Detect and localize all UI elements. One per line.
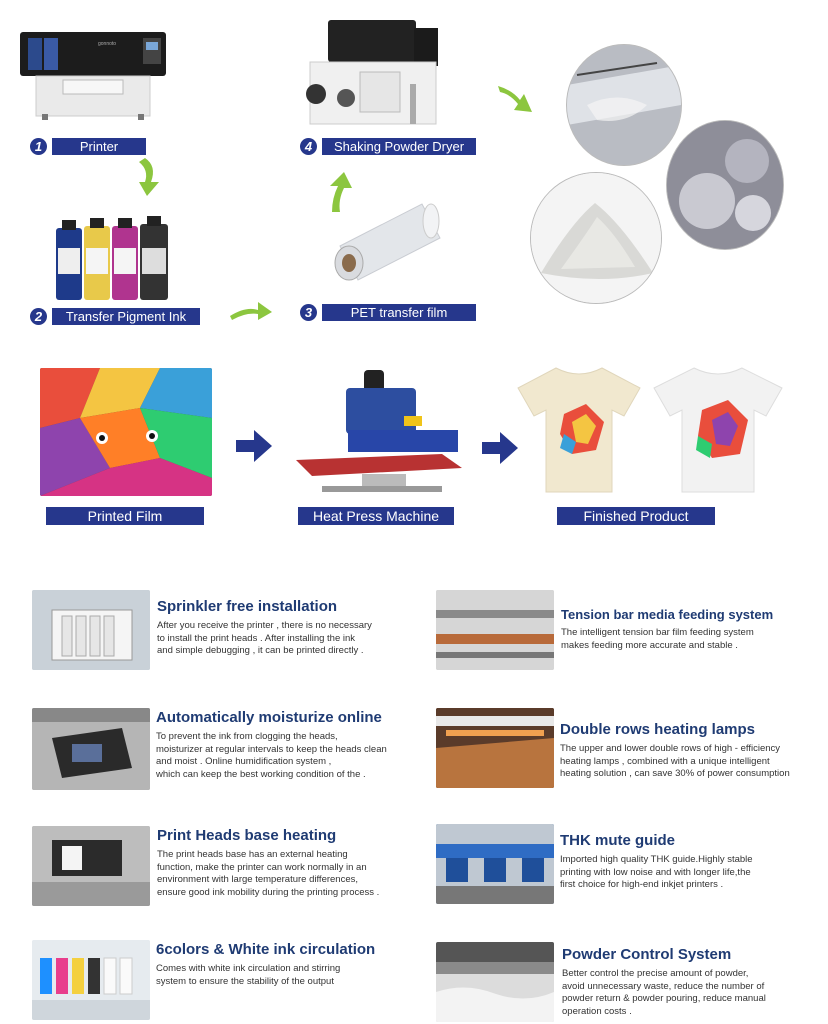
feature-image-ink-circulation bbox=[32, 940, 150, 1020]
feature-line: heating solution , can save 30% of power consumption bbox=[560, 768, 790, 779]
feature-line: system to ensure the stability of the output bbox=[156, 975, 334, 987]
step-2-number: 2 bbox=[30, 308, 47, 325]
feature-line: which can keep the best working condition of the . bbox=[156, 768, 366, 780]
feature-title: Sprinkler free installation bbox=[157, 598, 338, 615]
feature-title: Powder Control System bbox=[562, 946, 732, 963]
feature-title: Tension bar media feeding system bbox=[561, 607, 774, 622]
feature-description bbox=[157, 849, 427, 899]
feature-line: avoid unnecessary waste, reduce the number of bbox=[562, 980, 765, 992]
step-4-label: Shaking Powder Dryer bbox=[322, 138, 476, 155]
feature-line: To prevent the ink from clogging the heads, bbox=[156, 731, 338, 742]
feature-image-tension-bar bbox=[436, 590, 554, 670]
feature-image-moisturize bbox=[32, 708, 150, 790]
step-3-number: 3 bbox=[300, 304, 317, 321]
printer-image bbox=[18, 28, 168, 120]
blue-arrow-icon bbox=[482, 432, 518, 469]
printed-film-label: Printed Film bbox=[46, 507, 204, 525]
feature-image-powder-control bbox=[436, 942, 554, 1022]
feature-title: Print Heads base heating bbox=[157, 827, 337, 844]
feature-title: Automatically moisturize online bbox=[156, 709, 382, 726]
feature-line: ensure good ink mobility during the printing process . bbox=[157, 886, 380, 898]
powder-closeup-image bbox=[666, 120, 784, 250]
film-closeup-image bbox=[566, 44, 682, 166]
feature-line: and moist . Online humidification system , bbox=[156, 756, 332, 767]
feature-title: 6colors & White ink circulation bbox=[156, 941, 376, 958]
feature-description bbox=[561, 627, 821, 652]
feature-line: The intelligent tension bar film feeding system bbox=[561, 627, 754, 638]
feature-line: moisturizer at regular intervals to keep the heads clean bbox=[156, 743, 387, 755]
heat-press-label: Heat Press Machine bbox=[298, 507, 454, 525]
feature-line: and simple debugging , it can be printed directly . bbox=[157, 645, 364, 656]
heat-press-image bbox=[292, 368, 464, 492]
feature-line: function, make the printer can work normally in an bbox=[157, 861, 367, 873]
step-1-number: 1 bbox=[30, 138, 47, 155]
feature-line: to install the print heads . After installing the ink bbox=[157, 632, 356, 644]
finished-product-label: Finished Product bbox=[557, 507, 715, 525]
feature-image-thk-guide bbox=[436, 824, 554, 904]
powder-dryer-image bbox=[300, 14, 442, 132]
feature-line: makes feeding more accurate and stable . bbox=[561, 639, 738, 651]
step-4-number: 4 bbox=[300, 138, 317, 155]
white-powder-image bbox=[530, 172, 662, 304]
step-1-label: Printer bbox=[52, 138, 146, 155]
feature-line: first choice for high-end inkjet printers . bbox=[560, 879, 724, 890]
feature-line: heating lamps , combined with a unique intelligent bbox=[560, 755, 770, 767]
printed-film-image bbox=[40, 368, 212, 496]
printer-brand: gonnoto bbox=[98, 41, 117, 47]
feature-line: Better control the precise amount of powder, bbox=[562, 968, 749, 979]
feature-description bbox=[156, 731, 426, 781]
feature-line: The print heads base has an external heating bbox=[157, 849, 348, 860]
cream-tshirt-image bbox=[516, 364, 642, 494]
feature-image-heating-lamps bbox=[436, 708, 554, 788]
green-arrow-icon bbox=[496, 82, 538, 121]
feature-description bbox=[157, 620, 422, 658]
feature-line: After you receive the printer , there is no necessary bbox=[157, 620, 372, 631]
feature-image-sprinkler bbox=[32, 590, 150, 670]
ink-bottles-image bbox=[50, 214, 172, 302]
feature-title: THK mute guide bbox=[560, 832, 675, 849]
step-3-label: PET transfer film bbox=[322, 304, 476, 321]
feature-line: operation costs . bbox=[562, 1005, 632, 1017]
feature-description bbox=[562, 968, 824, 1018]
feature-line: powder return & powder pouring, reduce manual bbox=[562, 993, 766, 1004]
feature-title: Double rows heating lamps bbox=[560, 721, 756, 738]
feature-description bbox=[560, 854, 822, 892]
feature-description bbox=[560, 743, 824, 781]
feature-line: environment with large temperature differences, bbox=[157, 874, 359, 885]
feature-line: printing with low noise and with longer life,the bbox=[560, 866, 751, 878]
green-arrow-icon bbox=[326, 170, 356, 219]
white-tshirt-image bbox=[652, 364, 784, 494]
green-arrow-icon bbox=[135, 156, 165, 203]
step-2-label: Transfer Pigment Ink bbox=[52, 308, 200, 325]
feature-line: Comes with white ink circulation and stirring bbox=[156, 963, 341, 974]
green-arrow-icon bbox=[228, 296, 274, 327]
feature-description bbox=[156, 963, 418, 988]
blue-arrow-icon bbox=[236, 430, 272, 467]
feature-line: The upper and lower double rows of high - efficiency bbox=[560, 743, 781, 754]
feature-image-heads-heating bbox=[32, 826, 150, 906]
feature-line: Imported high quality THK guide.Highly stable bbox=[560, 854, 753, 865]
